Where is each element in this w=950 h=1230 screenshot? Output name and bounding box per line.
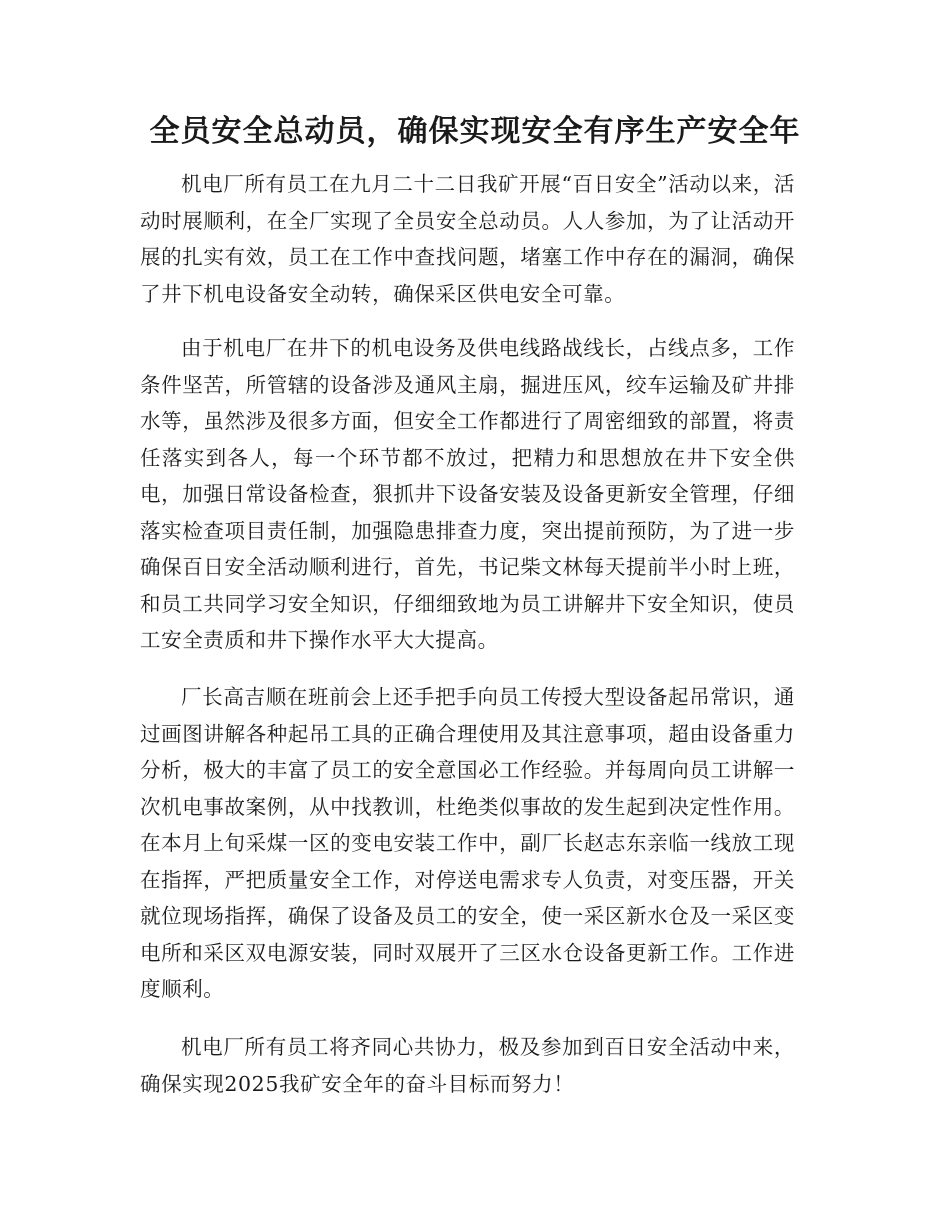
paragraph-4: 机电厂所有员工将齐同心共协力，极及参加到百日安全活动中来，确保实现2025我矿安全年的奋斗目标而努力！ bbox=[140, 1035, 795, 1096]
paragraph-1: 机电厂所有员工在九月二十二日我矿开展“百日安全”活动以来，活动时展顺利，在全厂实现了全员安全总动员。人人参加，为了让活动开展的扎实有效，员工在工作中查找问题，堵塞工作中存在的漏洞，确保了井下机电设备安全动转，确保采区供电安全可靠。 bbox=[140, 172, 795, 306]
paragraph-2: 由于机电厂在井下的机电设务及供电线路战线长，占线点多，工作条件坚苦，所管辖的设备涉及通风主扇，掘进压风，绞车运输及矿井排水等，虽然涉及很多方面，但安全工作都进行了周密细致的部置，将责任落实到各人，每一个环节都不放过，把精力和思想放在井下安全供电，加强日常设备检查，狠抓井下设备安装及设备更新安全管理，仔细落实检查项目责任制，加强隐患排查力度，突出提前预防，为了进一步确保百日安全活动顺利进行，首先，书记柴文林每天提前半小时上班，和员工共同学习安全知识，仔细细致地为员工讲解井下安全知识，使员工安全责质和井下操作水平大大提高。 bbox=[140, 336, 795, 652]
document-title: 全员安全总动员，确保实现安全有序生产安全年 bbox=[149, 114, 801, 149]
paragraph-3: 厂长高吉顺在班前会上还手把手向员工传授大型设备起吊常识，通过画图讲解各种起吊工具的正确合理使用及其注意事项，超由设备重力分析，极大的丰富了员工的安全意国必工作经验。并每周向员工讲解一次机电事故案例，从中找教训，杜绝类似事故的发生起到决定性作用。在本月上旬采煤一区的变电安装工作中，副厂长赵志东亲临一线放工现在指挥，严把质量安全工作，对停送电需求专人负责，对变压器，开关就位现场指挥，确保了设备及员工的安全，使一采区新水仓及一采区变电所和采区双电源安装，同时双展开了三区水仓设备更新工作。工作进度顺利。 bbox=[140, 685, 795, 1001]
